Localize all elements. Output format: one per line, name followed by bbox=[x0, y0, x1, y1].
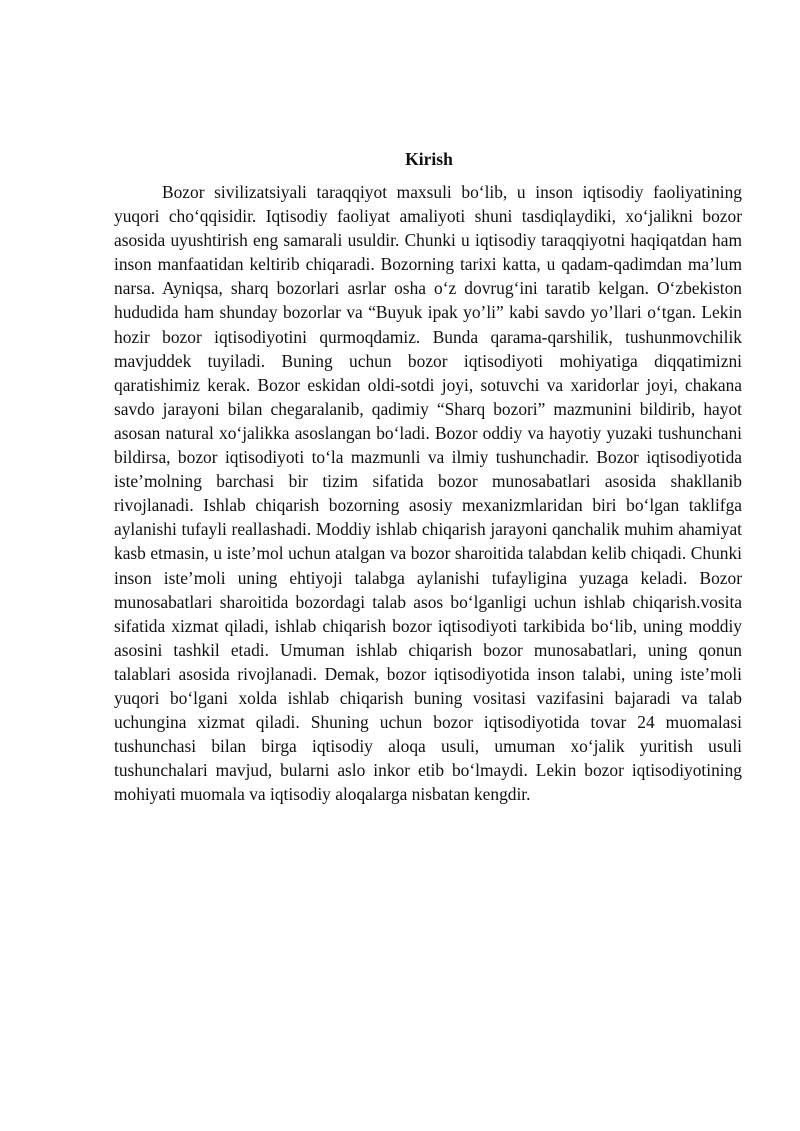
page-title: Kirish bbox=[405, 149, 453, 169]
body-paragraph: Bozor sivilizatsiyali taraqqiyot maxsuli bo‘lib, u inson iqtisodiy faoliyatining yuqori cho‘qqisidir. Iqtisodiy faoliyat amaliyoti shuni tasdiqlaydiki, xo‘jalikni bozor asosida uyushtirish eng samarali usuldir. Chunki u iqtisodiy taraqqiyotni haqiqatdan ham inson manfaatidan keltirib chiqaradi. Bozorning tarixi katta, u qadam-qadimdan ma’lum narsa. Ayniqsa, sharq bozorlari asrlar osha o‘z dovrug‘ini taratib kelgan. O‘zbekiston hududida ham shunday bozorlar va “Buyuk ipak yo’li” kabi savdo yo’llari o‘tgan. Lekin hozir bozor iqtisodiyotini qurmoqdamiz. Bunda qarama-qarshilik, tushunmovchilik mavjuddek tuyiladi. Buning uchun bozor iqtisodiyoti mohiyatiga diqqatimizni qaratishimiz kerak. Bozor eskidan oldi-sotdi joyi, sotuvchi va xaridorlar joyi, chakana savdo jarayoni bilan chegaralanib, qadimiy “Sharq bozori” mazmunini bildirib, hayot asosan natural xo‘jalikka asoslangan bo‘ladi. Bozor oddiy va hayotiy yuzaki tushunchani bildirsa, bozor iqtisodiyoti to‘la mazmunli va ilmiy tushunchadir. Bozor iqtisodiyotida iste’molning barchasi bir tizim sifatida bozor munosabatlari asosida shakllanib rivojlanadi. Ishlab chiqarish bozorning asosiy mexanizmlaridan biri bo‘lgan taklifga aylanishi tufayli reallashadi. Moddiy ishlab chiqarish jarayoni qanchalik muhim ahamiyat kasb etmasin, u iste’mol uchun atalgan va bozor sharoitida talabdan kelib chiqadi. Chunki inson iste’moli uning ehtiyoji talabga aylanishi tufayligina yuzaga keladi. Bozor munosabatlari sharoitida bozordagi talab asos bo‘lganligi uchun ishlab chiqarish.vosita sifatida xizmat qiladi, ishlab chiqarish bozor iqtisodiyoti tarkibida bo‘lib, uning moddiy asosini tashkil etadi. Umuman ishlab chiqarish bozor munosabatlari, uning qonun talablari asosida rivojlanadi. Demak, bozor iqtisodiyotida inson talabi, uning iste’moli yuqori bo‘lgani xolda ishlab chiqarish buning vositasi vazifasini bajaradi va talab uchungina xizmat qiladi. Shuning uchun bozor iqtisodiyotida tovar 24 muomalasi tushunchasi bilan birga iqtisodiy aloqa usuli, umuman xo‘jalik yuritish usuli tushunchalari mavjud, bularni aslo inkor etib bo‘lmaydi. Lekin bozor iqtisodiyotining mohiyati muomala va iqtisodiy aloqalarga nisbatan kengdir. bbox=[114, 182, 742, 805]
